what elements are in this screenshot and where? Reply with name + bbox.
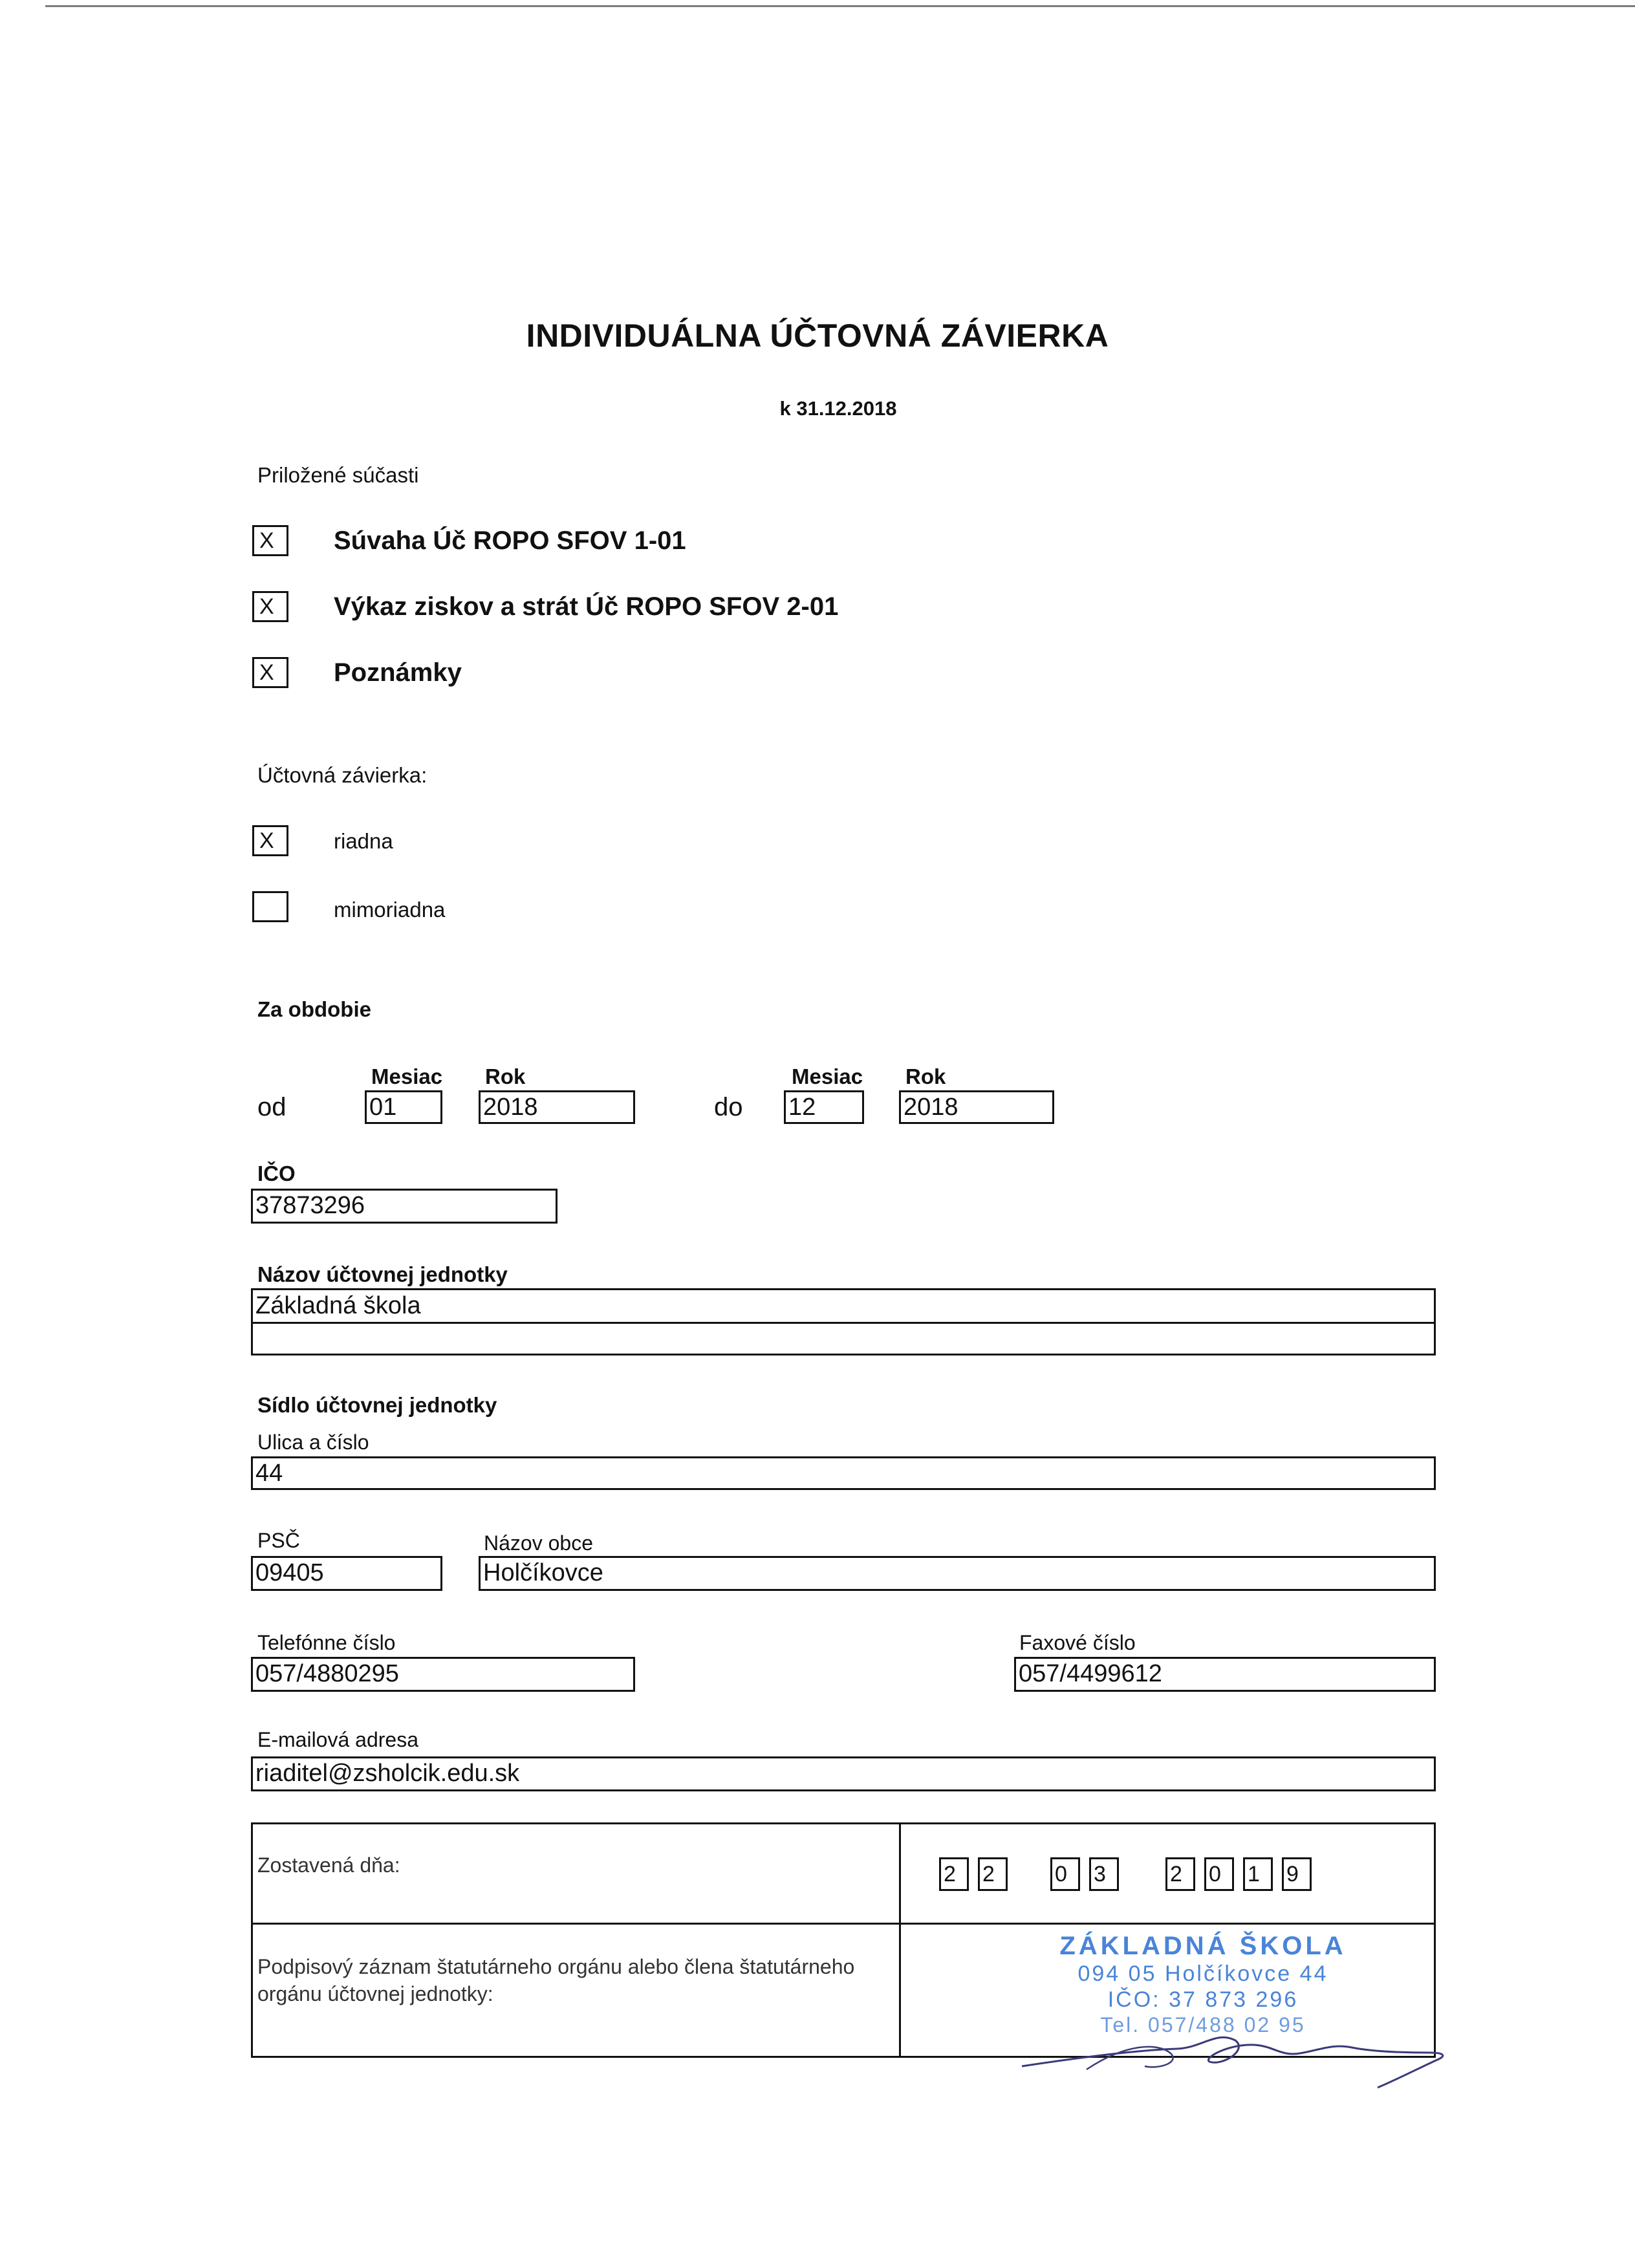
signature-label xyxy=(257,1953,854,2007)
scan-top-edge xyxy=(45,5,1635,7)
year-digit: 0 xyxy=(1204,1857,1234,1891)
city-label: Názov obce xyxy=(484,1531,593,1555)
month-digit: 0 xyxy=(1050,1857,1080,1891)
unit-name-label: Názov účtovnej jednotky xyxy=(257,1262,508,1286)
checkbox-vykaz[interactable]: X xyxy=(252,591,288,622)
compiled-year[interactable] xyxy=(1165,1857,1312,1891)
day-digit: 2 xyxy=(939,1857,969,1891)
year-digit: 9 xyxy=(1282,1857,1312,1891)
stamp-line2: 094 05 Holčíkovce 44 xyxy=(1077,1961,1328,1986)
from-year-label: Rok xyxy=(485,1064,526,1088)
street-label: Ulica a číslo xyxy=(257,1431,369,1454)
email-label: E-mailová adresa xyxy=(257,1728,418,1751)
handwritten-signature xyxy=(1009,2005,1462,2089)
compiled-day[interactable] xyxy=(939,1857,1008,1891)
from-month-field[interactable]: 01 xyxy=(365,1090,442,1124)
fax-field[interactable]: 057/4499612 xyxy=(1014,1657,1436,1692)
month-digit: 3 xyxy=(1089,1857,1119,1891)
city-field[interactable]: Holčíkovce xyxy=(479,1556,1436,1591)
stamp-line3: IČO: 37 873 296 xyxy=(1107,1987,1299,2012)
to-year-label: Rok xyxy=(905,1064,946,1088)
ico-field[interactable]: 37873296 xyxy=(251,1189,558,1224)
psc-label: PSČ xyxy=(257,1529,300,1552)
unit-name-line2 xyxy=(253,1324,1434,1355)
ico-label: IČO xyxy=(257,1161,296,1185)
day-digit: 2 xyxy=(978,1857,1008,1891)
attachments-heading: Priložené súčasti xyxy=(257,463,419,487)
seat-heading: Sídlo účtovnej jednotky xyxy=(257,1393,497,1417)
to-month-label: Mesiac xyxy=(792,1064,863,1088)
signature-table-divider-h xyxy=(251,1923,1436,1925)
checkbox-poznamky[interactable]: X xyxy=(252,657,288,688)
to-label: do xyxy=(714,1093,743,1121)
attachment-label-vykaz: Výkaz ziskov a strát Úč ROPO SFOV 2-01 xyxy=(334,592,839,621)
email-field[interactable]: riaditel@zsholcik.edu.sk xyxy=(251,1756,1436,1791)
attachment-label-suvaha: Súvaha Úč ROPO SFOV 1-01 xyxy=(334,526,686,555)
psc-field[interactable]: 09405 xyxy=(251,1556,442,1591)
signature-table-divider-v xyxy=(899,1822,901,2058)
checkbox-mimoriadna[interactable] xyxy=(252,891,288,922)
signature-label-line2: orgánu účtovnej jednotky: xyxy=(257,1982,493,2005)
street-field[interactable]: 44 xyxy=(251,1456,1436,1490)
phone-label: Telefónne číslo xyxy=(257,1631,396,1654)
checkbox-riadna[interactable]: X xyxy=(252,825,288,856)
closing-type-heading: Účtovná závierka: xyxy=(257,763,428,787)
compiled-label: Zostavená dňa: xyxy=(257,1853,400,1877)
fax-label: Faxové číslo xyxy=(1019,1631,1136,1654)
unit-name-line1: Základná škola xyxy=(253,1290,1434,1324)
phone-field[interactable]: 057/4880295 xyxy=(251,1657,635,1692)
option-label-mimoriadna: mimoriadna xyxy=(334,898,446,922)
year-digit: 2 xyxy=(1165,1857,1195,1891)
year-digit: 1 xyxy=(1243,1857,1273,1891)
document-title: INDIVIDUÁLNA ÚČTOVNÁ ZÁVIERKA xyxy=(526,318,1109,354)
compiled-month[interactable] xyxy=(1050,1857,1119,1891)
document-date: k 31.12.2018 xyxy=(779,397,897,420)
from-year-field[interactable]: 2018 xyxy=(479,1090,635,1124)
checkbox-suvaha[interactable]: X xyxy=(252,525,288,556)
from-month-label: Mesiac xyxy=(371,1064,443,1088)
option-label-riadna: riadna xyxy=(334,829,393,853)
to-month-field[interactable]: 12 xyxy=(784,1090,864,1124)
period-heading: Za obdobie xyxy=(257,997,371,1021)
stamp-line1: ZÁKLADNÁ ŠKOLA xyxy=(1059,1932,1347,1960)
attachment-label-poznamky: Poznámky xyxy=(334,658,462,687)
signature-label-line1: Podpisový záznam štatutárneho orgánu alebo člena štatutárneho xyxy=(257,1955,855,1978)
to-year-field[interactable]: 2018 xyxy=(899,1090,1054,1124)
stamp-line4: Tel. 057/488 02 95 xyxy=(1100,2013,1306,2036)
unit-name-field[interactable] xyxy=(251,1288,1436,1355)
from-label: od xyxy=(257,1093,287,1121)
